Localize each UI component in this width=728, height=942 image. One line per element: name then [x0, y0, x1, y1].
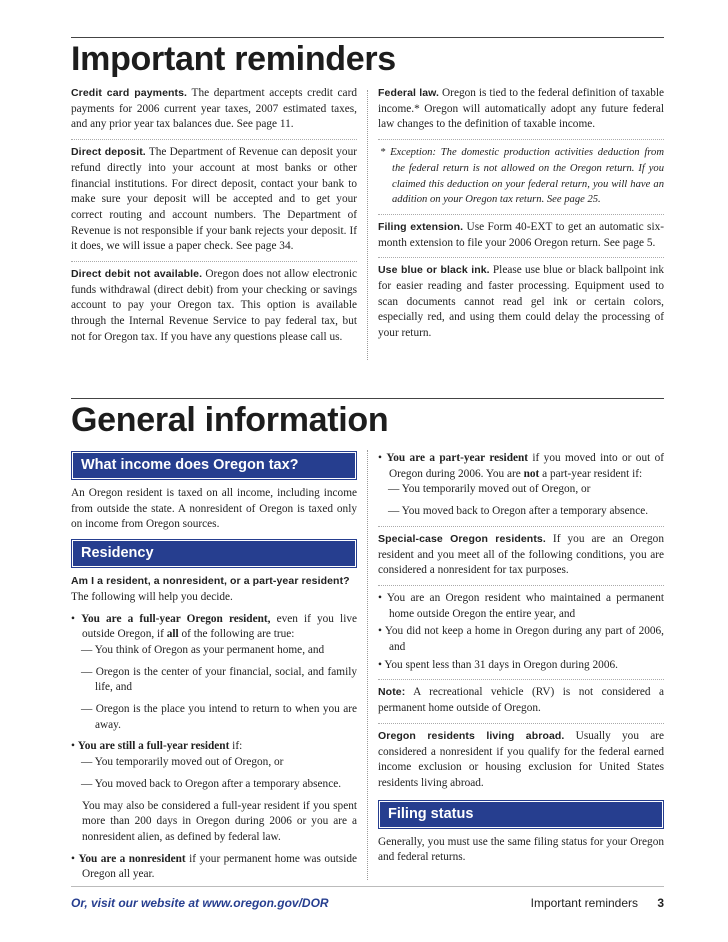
also-full-year-paragraph: You may also be considered a full-year resident if you spent more than 200 days in Oregon during 2006 or you are a nonresident alien, as defined by federal law. [82, 799, 357, 843]
column-divider [367, 450, 369, 880]
filing-status-heading-box [378, 800, 664, 829]
ink-paragraph: Use blue or black ink. Please use blue or black ballpoint ink for easier reading and faster processing. Equipment used to scan documents cannot read gel ink or certain colors, especially red, and using them could delay the processing of your return. [378, 264, 664, 340]
reminders-right-column [378, 86, 664, 348]
credit-card-paragraph: Credit card payments. The department accepts credit card payments for 2006 current year taxes, 2007 estimated taxes, and any prior year tax balances due. See page 11. [71, 87, 357, 131]
direct-debit-paragraph: Direct debit not available. Oregon does not allow electronic funds withdrawal (direct debit) from your checking or savings account to pay your Oregon tax. This option is available through the Internal Revenue Service to pay federal tax, but not for Oregon tax. If you have any questions please call us. [71, 268, 357, 343]
special-item: • You are an Oregon resident who maintained a permanent home outside Oregon the entire year, and [378, 591, 664, 620]
abroad-paragraph: Oregon residents living abroad. Usually you are considered a nonresident if you qualify for the federal earned income exclusion or housing exclusion for United States residents living abroad. [378, 729, 664, 789]
section-rule [71, 398, 664, 399]
income-paragraph: An Oregon resident is taxed on all income, including income from outside the state. A nonresident of Oregon is taxed only on income from Oregon sources. [71, 487, 357, 531]
divider [71, 261, 357, 262]
part-year-item: — You temporarily moved out of Oregon, or [388, 483, 591, 496]
residency-heading-box [71, 539, 357, 568]
note-paragraph: Note: A recreational vehicle (RV) is not considered a permanent home outside of Oregon. [378, 686, 664, 715]
divider [378, 214, 664, 215]
still-full-year-bullet: • You are still a full-year resident if: [71, 740, 243, 753]
residency-heading: Residency [73, 541, 355, 566]
divider [378, 526, 664, 527]
residency-question-text: The following will help you decide. [71, 590, 233, 603]
part-year-bullet: • You are a part-year resident if you moved into or out of Oregon during 2006. You are not a part-year resident if: [378, 452, 665, 480]
general-right-column [378, 451, 664, 872]
filing-status-paragraph: Generally, you must use the same filing status for your Oregon and federal returns. [378, 835, 664, 864]
general-left-column [71, 451, 357, 889]
reminders-left-column [71, 86, 357, 352]
federal-law-paragraph: Federal law. Oregon is tied to the federal definition of taxable income.* Oregon will automatically adopt any future federal law changes to the definition of taxable income. [378, 87, 664, 131]
full-year-item: — Oregon is the place you intend to return to when you are away. [81, 703, 357, 731]
direct-deposit-paragraph: Direct deposit. The Department of Revenue can deposit your refund directly into your account at most banks or other financial institutions. For direct deposit, contact your bank to make sure your deposit will be accepted and to get your correct routing and account numbers. The Department of Revenue is not responsible if your bank rejects your deposit. If it does, we will issue a paper check. See page 34. [71, 146, 357, 253]
general-title: General information [71, 401, 389, 439]
full-year-item: — You think of Oregon as your permanent home, and [81, 643, 325, 656]
divider [378, 257, 664, 258]
still-item: — You temporarily moved out of Oregon, or [81, 756, 284, 769]
footer-rule [71, 886, 664, 887]
divider [71, 139, 357, 140]
footer-section-label: Important reminders [530, 896, 638, 910]
residency-question: Am I a resident, a nonresident, or a part-year resident? [71, 575, 350, 588]
special-case-paragraph: Special-case Oregon residents. If you are an Oregon resident and you meet all of the following conditions, you are considered a nonresident for tax purposes. [378, 532, 664, 577]
filing-extension-paragraph: Filing extension. Use Form 40-EXT to get an automatic six-month extension to file your 2006 Oregon return. See page 5. [378, 220, 664, 249]
reminders-title: Important reminders [71, 40, 396, 78]
income-heading: What income does Oregon tax? [73, 453, 355, 478]
divider [378, 723, 664, 724]
website-link[interactable]: Or, visit our website at www.oregon.gov/DOR [71, 896, 329, 910]
part-year-item: — You moved back to Oregon after a temporary absence. [388, 505, 649, 518]
full-year-item: — Oregon is the center of your financial, social, and family life, and [81, 665, 357, 694]
nonresident-bullet: • You are a nonresident if your permanent home was outside Oregon all year. [71, 852, 358, 881]
income-heading-box [71, 451, 357, 480]
top-rule [71, 37, 664, 38]
page-number: 3 [657, 896, 664, 910]
special-item: • You spent less than 31 days in Oregon during 2006. [378, 658, 618, 671]
divider [378, 139, 664, 140]
divider [378, 679, 664, 680]
divider [378, 585, 664, 586]
page-footer [71, 896, 664, 914]
filing-status-heading: Filing status [380, 802, 662, 827]
footnote: * Exception: The domestic production activities deduction from the federal return is not allowed on the Oregon return. If you claimed this deduction on your federal return, you will have an addition on your Oregon tax return. See page 25. [380, 147, 664, 206]
column-divider [367, 90, 369, 360]
special-item: • You did not keep a home in Oregon during any part of 2006, and [378, 625, 664, 654]
still-item: — You moved back to Oregon after a temporary absence. [81, 777, 342, 790]
full-year-bullet: • You are a full-year Oregon resident, even if you live outside Oregon, if all of the following are true: [71, 612, 357, 641]
